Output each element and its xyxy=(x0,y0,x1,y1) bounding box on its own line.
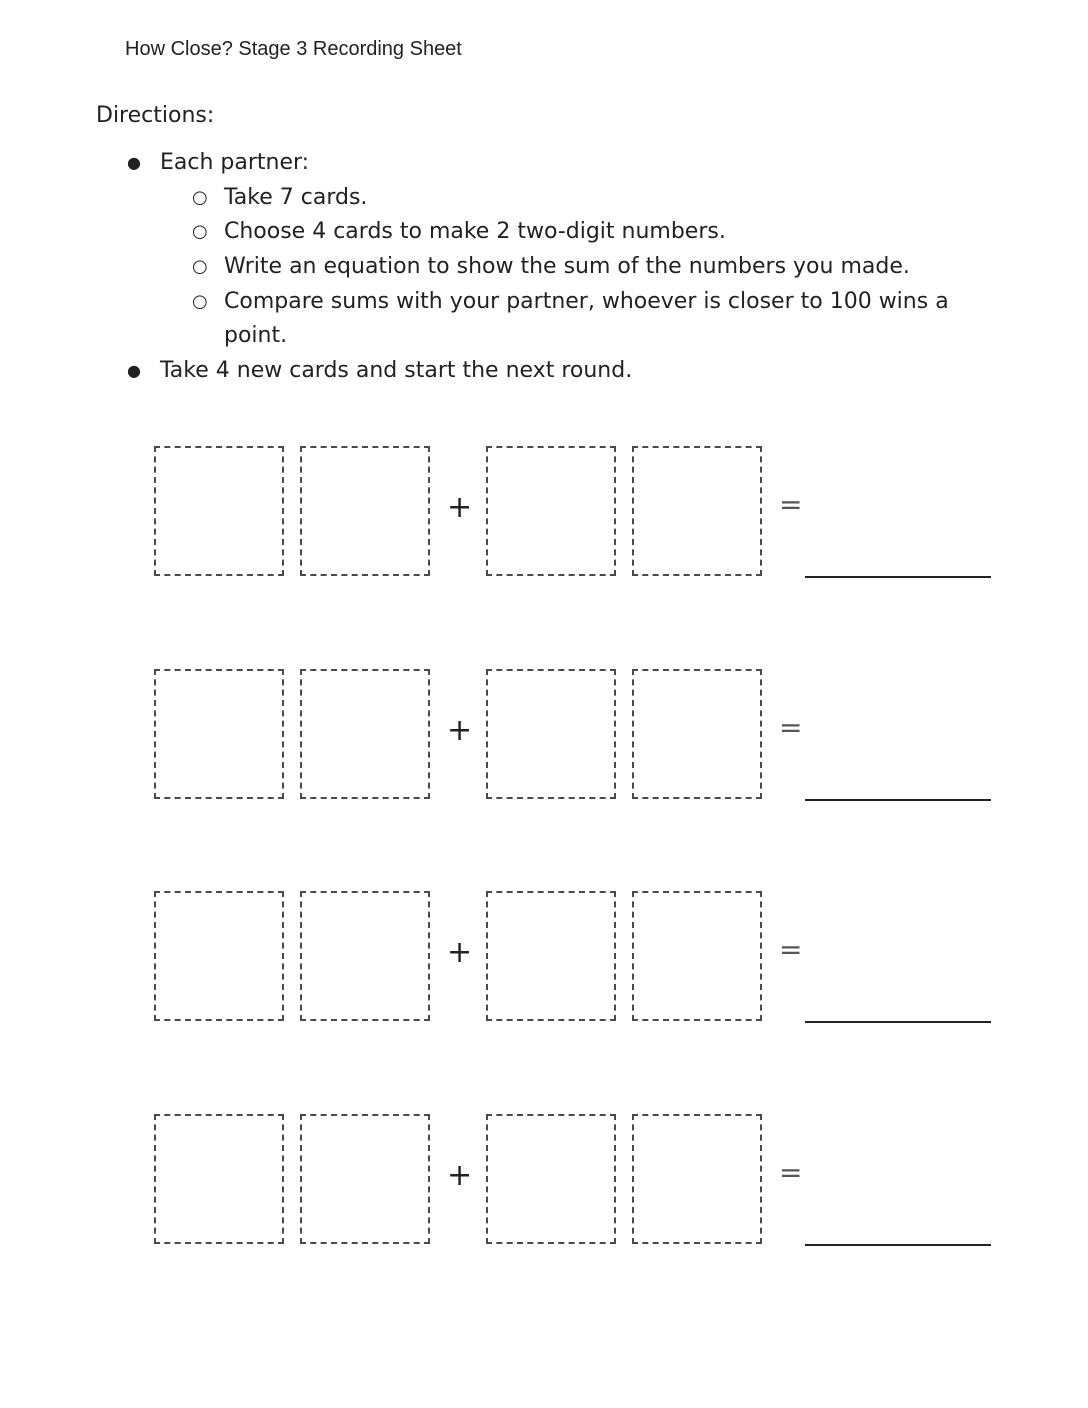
digit-card-box[interactable] xyxy=(154,446,284,576)
digit-card-box[interactable] xyxy=(632,669,762,799)
plus-sign: + xyxy=(447,490,473,525)
digit-card-box[interactable] xyxy=(300,446,430,576)
equals-sign: = xyxy=(779,933,803,966)
equals-sign: = xyxy=(779,488,803,521)
direction-subitem-label: Choose 4 cards to make 2 two-digit numbers. xyxy=(224,219,726,244)
digit-card-box[interactable] xyxy=(300,669,430,799)
answer-line[interactable] xyxy=(805,1021,991,1023)
direction-item-label: Take 4 new cards and start the next round. xyxy=(160,358,633,383)
plus-sign: + xyxy=(447,1158,473,1193)
equation-row xyxy=(0,446,1088,586)
digit-card-box[interactable] xyxy=(632,891,762,1021)
equals-sign: = xyxy=(779,711,803,744)
direction-item xyxy=(127,146,310,180)
digit-card-box[interactable] xyxy=(486,891,616,1021)
direction-subitem xyxy=(192,181,1014,215)
direction-subitem-label: Write an equation to show the sum of the numbers you made. xyxy=(224,254,910,279)
answer-line[interactable] xyxy=(805,1244,991,1246)
direction-subitem xyxy=(192,215,1014,249)
direction-subitem xyxy=(192,285,994,353)
bullet-icon: ● xyxy=(127,153,141,172)
sub-bullet-icon: ○ xyxy=(192,291,208,312)
equals-sign: = xyxy=(779,1156,803,1189)
answer-line[interactable] xyxy=(805,576,991,578)
equation-row xyxy=(0,669,1088,809)
equation-row xyxy=(0,891,1088,1031)
sub-bullet-icon: ○ xyxy=(192,221,208,242)
direction-subitem-label: Take 7 cards. xyxy=(224,185,368,210)
digit-card-box[interactable] xyxy=(486,1114,616,1244)
sub-bullet-icon: ○ xyxy=(192,256,208,277)
direction-item xyxy=(127,354,633,388)
digit-card-box[interactable] xyxy=(154,669,284,799)
plus-sign: + xyxy=(447,713,473,748)
digit-card-box[interactable] xyxy=(486,446,616,576)
plus-sign: + xyxy=(447,935,473,970)
directions-heading: Directions: xyxy=(96,103,215,128)
digit-card-box[interactable] xyxy=(632,1114,762,1244)
page-header-title: How Close? Stage 3 Recording Sheet xyxy=(125,38,462,60)
bullet-icon: ● xyxy=(127,361,141,380)
sub-bullet-icon: ○ xyxy=(192,187,208,208)
direction-subitem-label: Compare sums with your partner, whoever is closer to 100 wins a point. xyxy=(224,289,949,348)
equation-row xyxy=(0,1114,1088,1254)
answer-line[interactable] xyxy=(805,799,991,801)
digit-card-box[interactable] xyxy=(632,446,762,576)
direction-item-label: Each partner: xyxy=(160,150,310,175)
direction-subitem xyxy=(192,250,1014,284)
digit-card-box[interactable] xyxy=(154,1114,284,1244)
digit-card-box[interactable] xyxy=(300,1114,430,1244)
digit-card-box[interactable] xyxy=(300,891,430,1021)
digit-card-box[interactable] xyxy=(486,669,616,799)
digit-card-box[interactable] xyxy=(154,891,284,1021)
